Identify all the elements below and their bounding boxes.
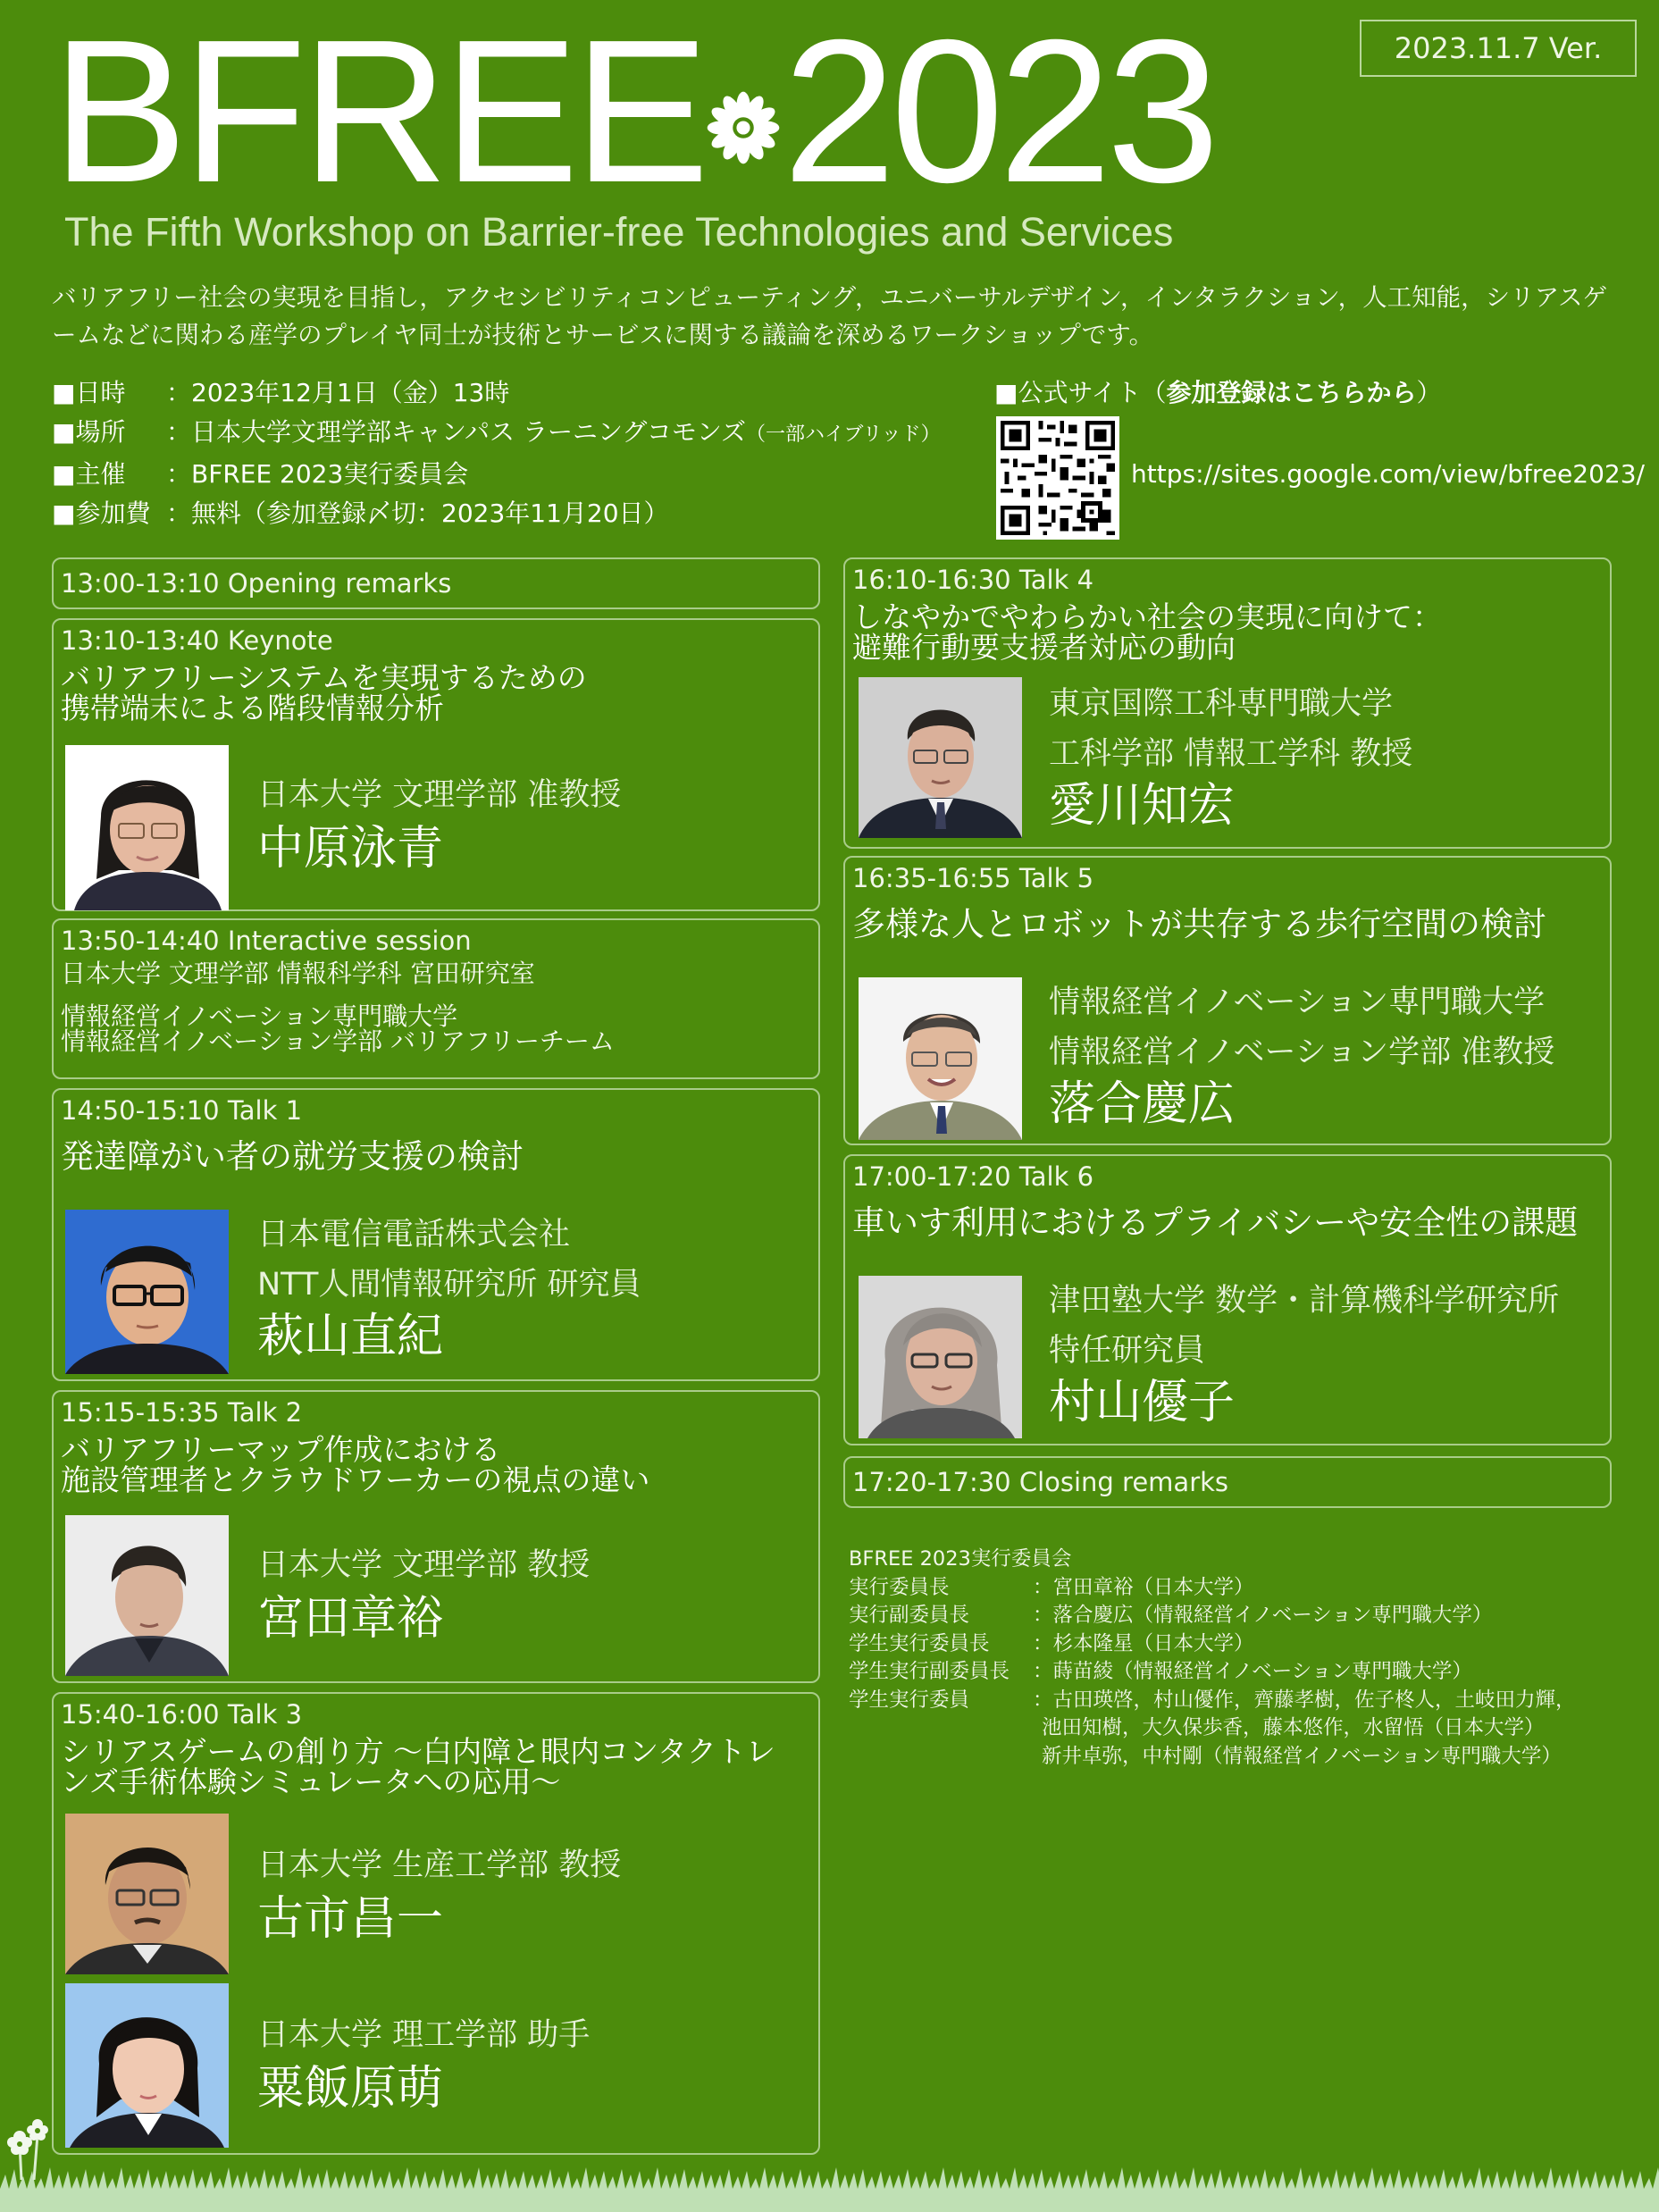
committee-role: 学生実行副委員長 xyxy=(849,1660,1010,1683)
keynote-speaker-name: 中原泳青 xyxy=(257,822,444,876)
session-talk2 xyxy=(52,1390,820,1683)
official-site-heading xyxy=(994,373,1442,413)
interactive-line2: 情報経営イノベーション専門職大学 xyxy=(61,1001,458,1031)
info-date-value: ：2023年12月1日（金）13時 xyxy=(166,378,510,407)
talk1-speaker-name: 萩山直紀 xyxy=(257,1310,444,1363)
talk6-speaker-name: 村山優子 xyxy=(1049,1376,1236,1429)
info-host xyxy=(52,455,972,494)
talk1-time: 14:50-15:10 Talk 1 xyxy=(61,1095,303,1126)
session-closing xyxy=(843,1456,1612,1508)
opening-time: 13:00-13:10 Opening remarks xyxy=(61,568,452,599)
committee-row xyxy=(849,1658,1576,1687)
session-talk6 xyxy=(843,1154,1612,1445)
talk4-title-line2: 避難行動要支援者対応の動向 xyxy=(852,630,1236,665)
talk2-time: 15:15-15:35 Talk 2 xyxy=(61,1397,303,1428)
talk5-speaker-name: 落合慶広 xyxy=(1049,1077,1236,1131)
keynote-affiliation: 日本大学 文理学部 准教授 xyxy=(257,777,622,813)
talk3-title-line2: ンズ手術体験シミュレータへの応用〜 xyxy=(61,1764,561,1799)
info-place-label: ■場所 xyxy=(52,417,126,447)
interactive-line3: 情報経営イノベーション学部 バリアフリーチーム xyxy=(61,1026,615,1056)
talk3-title-line1: シリアスゲームの創り方 〜白内障と眼内コンタクトレ xyxy=(61,1734,775,1769)
session-talk3 xyxy=(52,1692,820,2155)
site-label: ■公式サイト（ xyxy=(994,378,1167,407)
speaker-photo-aikawa xyxy=(859,677,1022,838)
talk2-title-line1: バリアフリーマップ作成における xyxy=(61,1432,501,1467)
talk2-title-line2: 施設管理者とクラウドワーカーの視点の違い xyxy=(61,1462,650,1497)
committee-member: ：宮田章裕（日本大学） xyxy=(1033,1575,1254,1599)
talk1-title: 発達障がい者の就労支援の検討 xyxy=(61,1137,524,1176)
closing-time: 17:20-17:30 Closing remarks xyxy=(852,1467,1229,1497)
committee-row xyxy=(849,1630,1576,1659)
talk4-title-line1: しなやかでやわらかい社会の実現に向けて： xyxy=(852,599,1442,634)
talk6-affiliation-line2: 特任研究員 xyxy=(1049,1333,1206,1369)
committee-list xyxy=(849,1546,1576,1771)
committee-member: ：落合慶広（情報経営イノベーション専門職大学） xyxy=(1033,1604,1493,1627)
official-site-link[interactable]: https://sites.google.com/view/bfree2023/ xyxy=(1131,459,1645,489)
event-subtitle: The Fifth Workshop on Barrier-free Technologies and Services xyxy=(64,209,1174,255)
info-host-value: ：BFREE 2023実行委員会 xyxy=(166,459,469,489)
info-date xyxy=(52,373,972,413)
talk6-affiliation-line1: 津田塾大学 数学・計算機科学研究所 xyxy=(1049,1283,1560,1319)
info-date-label: ■日時 xyxy=(52,378,126,407)
committee-row xyxy=(849,1687,1576,1715)
talk5-time: 16:35-16:55 Talk 5 xyxy=(852,863,1094,893)
speaker-photo-furuichi xyxy=(65,1814,229,1974)
event-title xyxy=(52,0,1215,225)
committee-role: 学生実行委員長 xyxy=(849,1631,990,1655)
talk3-speaker-name: 古市昌一 xyxy=(257,1892,444,1946)
session-keynote xyxy=(52,618,820,911)
keynote-title-line2: 携帯端末による階段情報分析 xyxy=(61,691,444,725)
talk3-coauthor-affiliation: 日本大学 理工学部 助手 xyxy=(257,2017,591,2053)
talk2-speaker-name: 宮田章裕 xyxy=(257,1592,444,1646)
info-fee xyxy=(52,494,972,533)
committee-member: ：蒔苗綾（情報経営イノベーション専門職大学） xyxy=(1033,1660,1472,1683)
version-badge: 2023.11.7 Ver. xyxy=(1360,20,1637,77)
info-place-value: ：日本大学文理学部キャンパス ラーニングコモンズ xyxy=(166,417,746,447)
intro-text: バリアフリー社会の実現を目指し，アクセシビリティコンピューティング，ユニバーサルデザイン，インタラクション，人工知能，シリアスゲームなどに関わる産学のプレイヤ同士が技術とサービスに関する議論を深めるワークショップです。 xyxy=(52,283,1608,349)
session-opening xyxy=(52,557,820,609)
talk5-affiliation-line2: 情報経営イノベーション学部 准教授 xyxy=(1049,1035,1555,1070)
talk2-affiliation: 日本大学 文理学部 教授 xyxy=(257,1547,591,1583)
talk5-affiliation-line1: 情報経営イノベーション専門職大学 xyxy=(1049,985,1546,1020)
committee-role: 学生実行委員 xyxy=(849,1688,970,1712)
site-label-close: ） xyxy=(1416,378,1442,407)
committee-role: 実行委員長 xyxy=(849,1575,950,1599)
committee-row-continued: 新井卓弥，中村剛（情報経営イノベーション専門職大学） xyxy=(1042,1744,1562,1768)
committee-role: 実行副委員長 xyxy=(849,1604,970,1627)
site-register-note: 参加登録はこちらから xyxy=(1166,378,1417,407)
committee-member: ：杉本隆星（日本大学） xyxy=(1033,1631,1254,1655)
committee-row xyxy=(849,1602,1576,1630)
interactive-time: 13:50-14:40 Interactive session xyxy=(61,926,472,956)
committee-row xyxy=(849,1574,1576,1603)
info-fee-label: ■参加費 xyxy=(52,499,151,528)
info-place-note: （一部ハイブリッド） xyxy=(745,423,941,446)
session-talk1 xyxy=(52,1088,820,1381)
qr-code-icon[interactable] xyxy=(996,416,1119,540)
session-talk5 xyxy=(843,856,1612,1145)
committee-row-continued: 池田知樹，大久保歩香，藤本悠作，水留悟（日本大学） xyxy=(1042,1716,1545,1739)
talk1-affiliation-line1: 日本電信電話株式会社 xyxy=(257,1217,571,1253)
grass-decoration xyxy=(0,2162,1659,2212)
talk3-affiliation: 日本大学 生産工学部 教授 xyxy=(257,1848,622,1883)
info-host-label: ■主催 xyxy=(52,459,126,489)
talk3-time: 15:40-16:00 Talk 3 xyxy=(61,1699,303,1730)
talk3-coauthor-name: 粟飯原萌 xyxy=(257,2062,444,2116)
speaker-photo-hagiyama xyxy=(65,1210,229,1374)
keynote-time: 13:10-13:40 Keynote xyxy=(61,625,333,656)
info-fee-value: ：無料（参加登録〆切：2023年11月20日） xyxy=(166,499,669,528)
speaker-photo-murayama xyxy=(859,1276,1022,1438)
committee-member: ：古田瑛啓，村山優作，齊藤孝樹，佐子柊人，土岐田力輝， xyxy=(1033,1688,1576,1712)
talk4-time: 16:10-16:30 Talk 4 xyxy=(852,565,1094,595)
session-talk4 xyxy=(843,557,1612,849)
committee-heading: BFREE 2023実行委員会 xyxy=(849,1547,1072,1571)
session-interactive xyxy=(52,918,820,1079)
interactive-line1: 日本大学 文理学部 情報科学科 宮田研究室 xyxy=(61,959,535,988)
talk6-title: 車いす利用におけるプライバシーや安全性の課題 xyxy=(852,1203,1579,1242)
talk5-title: 多様な人とロボットが共存する歩行空間の検討 xyxy=(852,905,1546,943)
talk4-speaker-name: 愛川知宏 xyxy=(1049,779,1236,833)
speaker-photo-nakahara xyxy=(65,745,229,910)
title-year: 2023 xyxy=(783,0,1215,225)
event-info xyxy=(52,373,972,533)
info-place xyxy=(52,413,972,455)
speaker-photo-ochiai xyxy=(859,977,1022,1140)
keynote-title-line1: バリアフリーシステムを実現するための xyxy=(61,660,587,695)
talk4-affiliation-line2: 工科学部 情報工学科 教授 xyxy=(1049,736,1413,772)
flower-decoration-icon xyxy=(4,2108,52,2180)
talk1-affiliation-line2: NTT人間情報研究所 研究員 xyxy=(257,1267,641,1303)
talk4-affiliation-line1: 東京国際工科専門職大学 xyxy=(1049,686,1394,722)
speaker-photo-miyata xyxy=(65,1515,229,1676)
flower-icon xyxy=(706,90,781,165)
title-bfree: BFREE xyxy=(52,0,705,225)
speaker-photo-aibara xyxy=(65,1983,229,2148)
talk6-time: 17:00-17:20 Talk 6 xyxy=(852,1161,1094,1192)
